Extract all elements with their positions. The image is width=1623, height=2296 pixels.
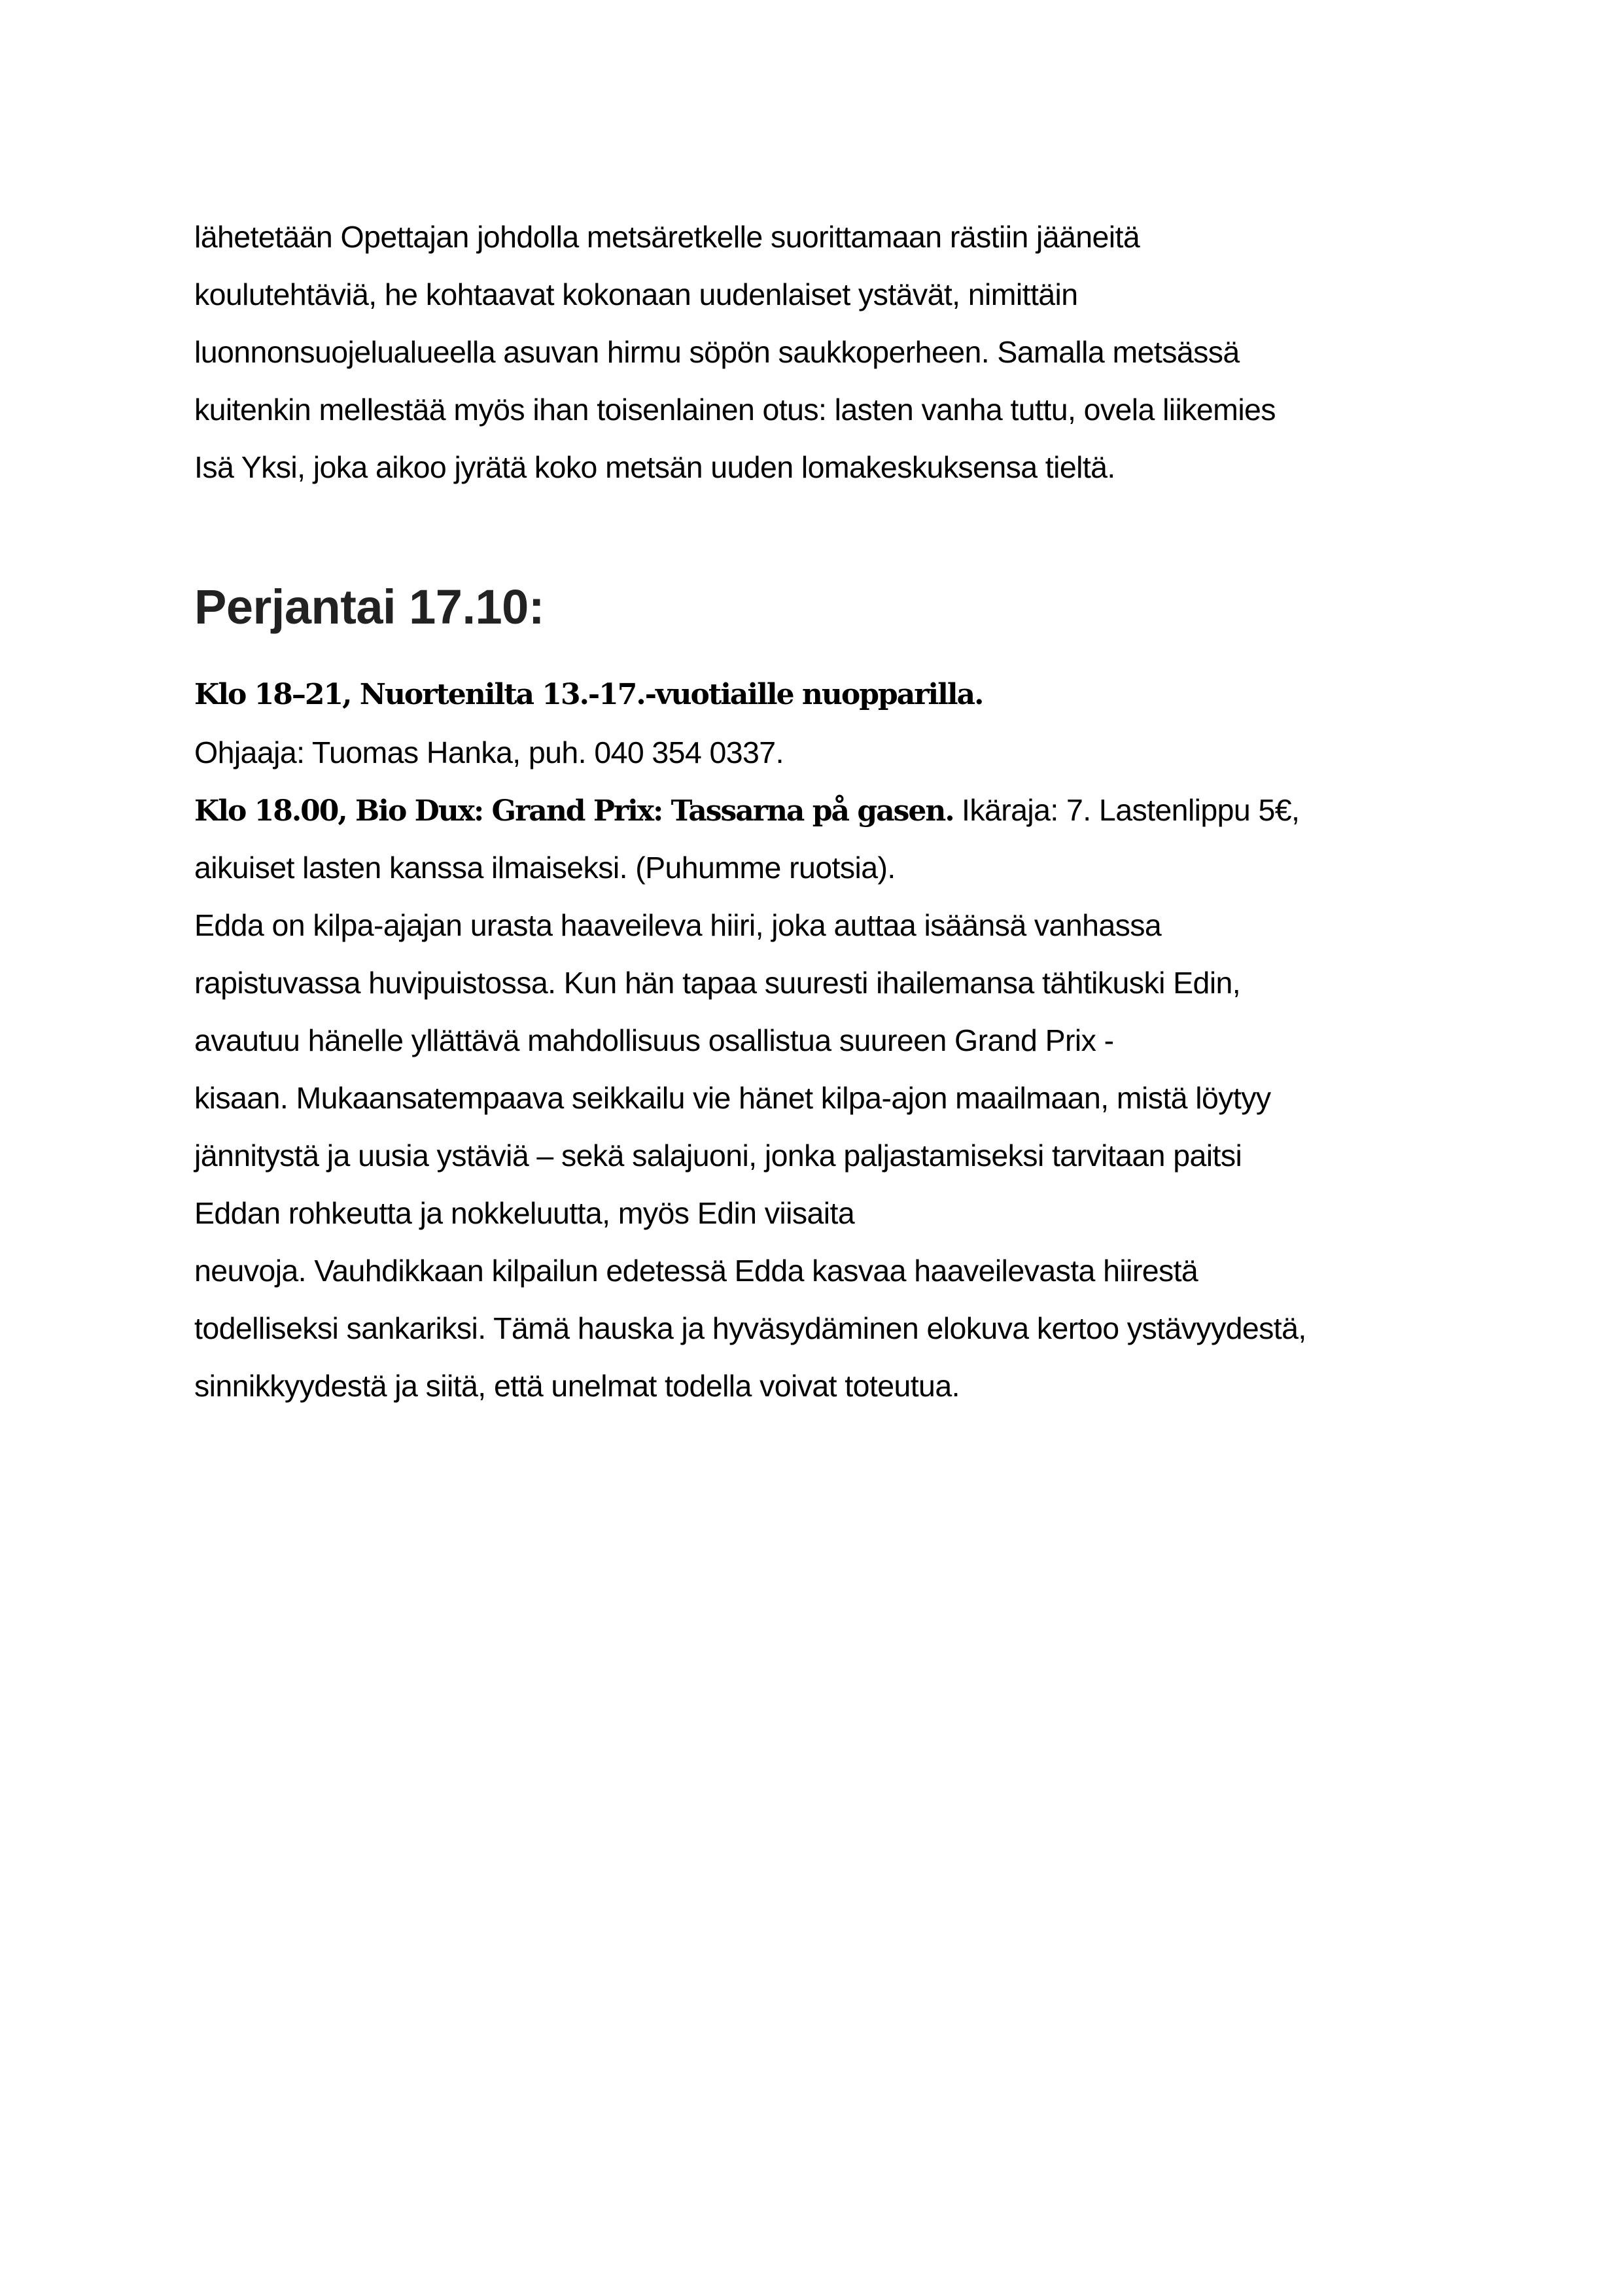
- event-description-line: rapistuvassa huvipuistossa. Kun hän tapaa suuresti ihailemansa tähtikuski Edin,: [194, 966, 1241, 1000]
- event-description-line: aikuiset lasten kanssa ilmaiseksi. (Puhumme ruotsia).: [194, 851, 896, 885]
- event-description-line: avautuu hänelle yllättävä mahdollisuus osallistua suureen Grand Prix -: [194, 1023, 1114, 1057]
- paragraph-line: lähetetään Opettajan johdolla metsäretkelle suorittamaan rästiin jääneitä: [194, 220, 1140, 254]
- paragraph-line: kuitenkin mellestää myös ihan toisenlainen otus: lasten vanha tuttu, ovela liikemies: [194, 393, 1276, 427]
- event-description-line: sinnikkyydestä ja siitä, että unelmat todella voivat toteutua.: [194, 1369, 960, 1403]
- event-details: Ohjaaja: Tuomas Hanka, puh. 040 354 0337.: [194, 735, 784, 769]
- event-description-line: kisaan. Mukaansatempaava seikkailu vie hänet kilpa-ajon maailmaan, mistä löytyy: [194, 1081, 1271, 1115]
- event-title: Klo 18–21, Nuortenilta 13.-17.-vuotiaille nuopparilla.: [194, 678, 983, 711]
- event-description-line: todelliseksi sankariksi. Tämä hauska ja hyväsydäminen elokuva kertoo ystävyydestä,: [194, 1311, 1306, 1345]
- paragraph-line: koulutehtäviä, he kohtaavat kokonaan uudenlaiset ystävät, nimittäin: [194, 277, 1078, 311]
- event-bio-dux: [194, 781, 1437, 1415]
- event-description-line: neuvoja. Vauhdikkaan kilpailun edetessä Edda kasvaa haaveilevasta hiirestä: [194, 1254, 1198, 1288]
- event-description-line: jännitystä ja uusia ystäviä – sekä salajuoni, jonka paljastamiseksi tarvitaan paitsi: [194, 1139, 1242, 1173]
- paragraph-line: Isä Yksi, joka aikoo jyrätä koko metsän uuden lomakeskuksensa tieltä.: [194, 450, 1115, 484]
- event-description-line: Edda on kilpa-ajajan urasta haaveileva hiiri, joka auttaa isäänsä vanhassa: [194, 908, 1162, 942]
- event-title-line: [194, 781, 1437, 839]
- paragraph-line: luonnonsuojelualueella asuvan hirmu söpön saukkoperheen. Samalla metsässä: [194, 335, 1240, 369]
- event-title: Klo 18.00, Bio Dux: Grand Prix: Tassarna på gasen.: [194, 794, 954, 828]
- document-page: [194, 208, 1437, 1415]
- section-heading: Perjantai 17.10:: [194, 580, 544, 634]
- event-nuortenilta: [194, 666, 1437, 781]
- intro-paragraph: [194, 208, 1437, 496]
- event-description-line: Eddan rohkeutta ja nokkeluutta, myös Edin viisaita: [194, 1196, 855, 1230]
- event-age-price: Ikäraja: 7. Lastenlippu 5€,: [953, 793, 1300, 827]
